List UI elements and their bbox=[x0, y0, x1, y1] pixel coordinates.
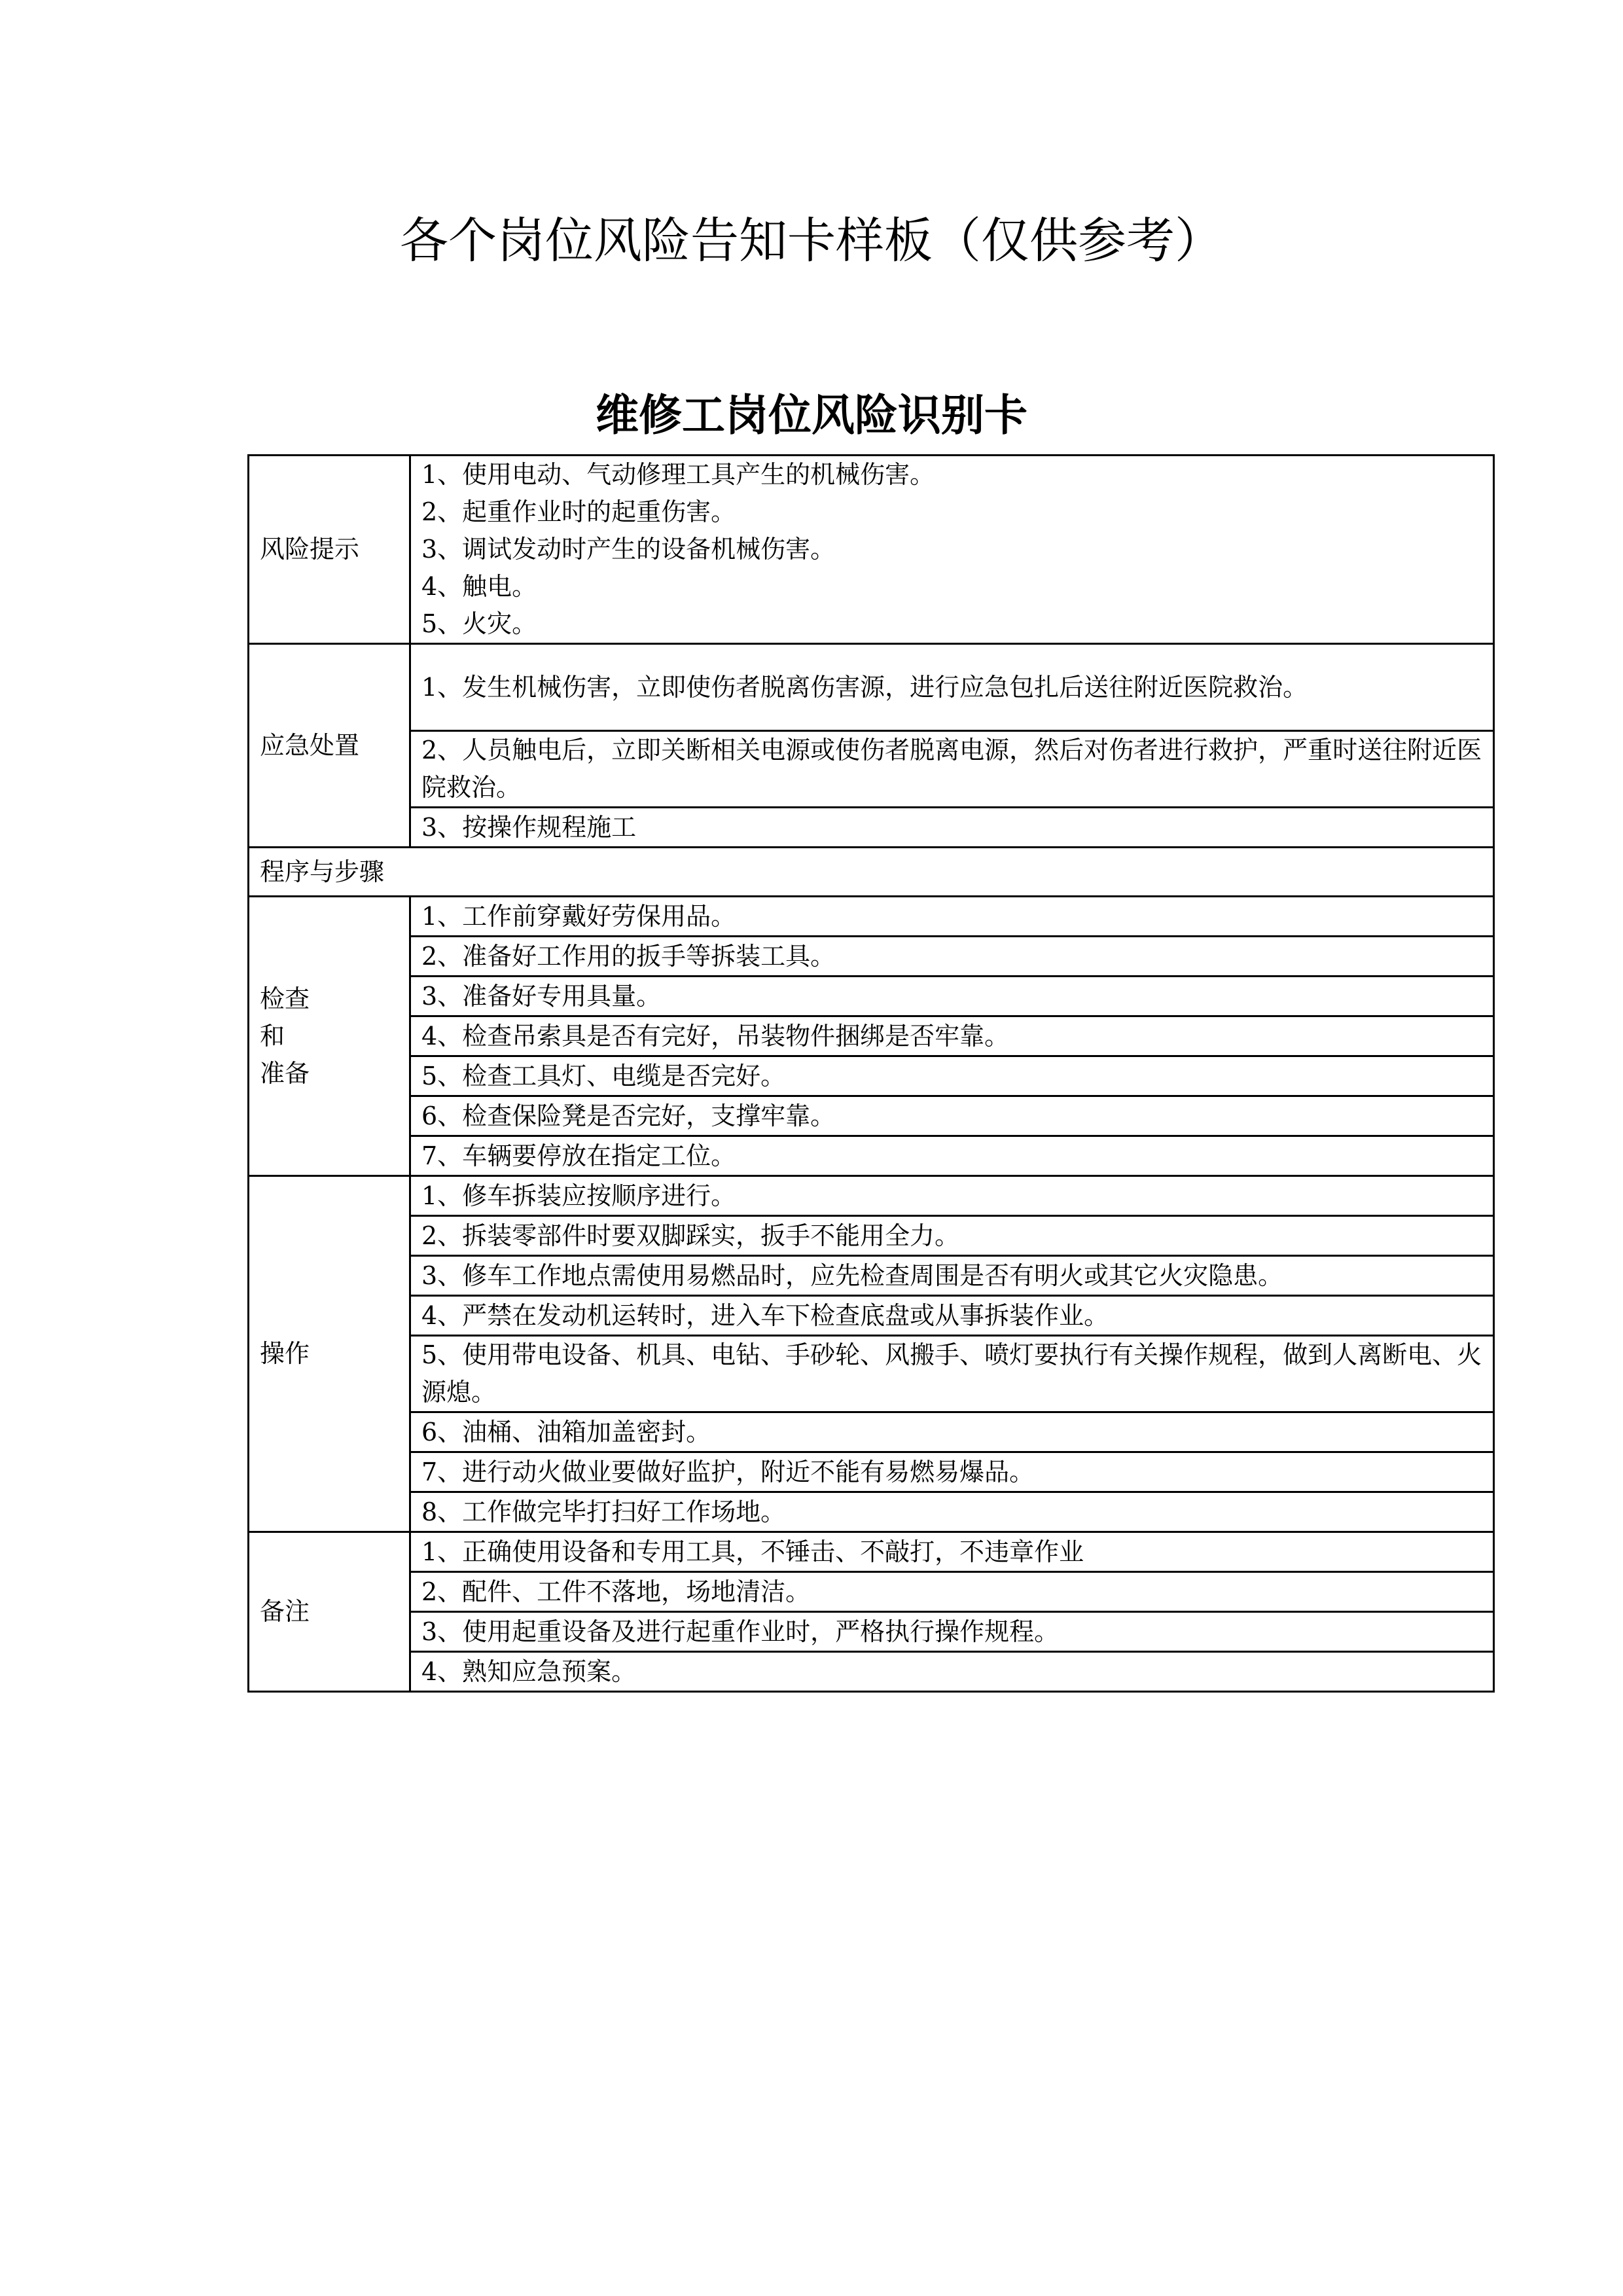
risk-hint-item: 5、火灾。 bbox=[421, 609, 537, 638]
operation-row bbox=[249, 1452, 1494, 1492]
inspection-row bbox=[249, 1096, 1494, 1136]
operation-row bbox=[249, 1412, 1494, 1452]
emergency-item: 2、人员触电后，立即关断相关电源或使伤者脱离电源，然后对伤者进行救护，严重时送往附近医院救治。 bbox=[410, 731, 1494, 808]
inspection-row bbox=[249, 897, 1494, 937]
inspection-item: 1、工作前穿戴好劳保用品。 bbox=[410, 897, 1494, 937]
operation-row bbox=[249, 1216, 1494, 1256]
emergency-item: 1、发生机械伤害，立即使伤者脱离伤害源，进行应急包扎后送往附近医院救治。 bbox=[410, 644, 1494, 731]
operation-item: 4、严禁在发动机运转时，进入车下检查底盘或从事拆装作业。 bbox=[410, 1296, 1494, 1336]
remarks-item: 4、熟知应急预案。 bbox=[410, 1652, 1494, 1692]
operation-row bbox=[249, 1256, 1494, 1296]
inspection-item: 5、检查工具灯、电缆是否完好。 bbox=[410, 1056, 1494, 1096]
remarks-item: 1、正确使用设备和专用工具，不锤击、不敲打，不违章作业 bbox=[410, 1532, 1494, 1572]
inspection-item: 4、检查吊索具是否有完好，吊装物件捆绑是否牢靠。 bbox=[410, 1016, 1494, 1056]
remarks-row bbox=[249, 1652, 1494, 1692]
emergency-row bbox=[249, 731, 1494, 808]
inspection-item: 3、准备好专用具量。 bbox=[410, 977, 1494, 1016]
operation-item: 2、拆装零部件时要双脚踩实，扳手不能用全力。 bbox=[410, 1216, 1494, 1256]
risk-identification-table bbox=[247, 454, 1495, 1693]
inspection-row bbox=[249, 1136, 1494, 1176]
inspection-label-line: 检查 bbox=[260, 984, 310, 1013]
risk-hint-item: 1、使用电动、气动修理工具产生的机械伤害。 bbox=[421, 460, 935, 489]
remarks-label: 备注 bbox=[249, 1532, 410, 1692]
emergency-row bbox=[249, 644, 1494, 731]
emergency-label: 应急处置 bbox=[249, 644, 410, 848]
risk-hints-content bbox=[410, 456, 1494, 644]
inspection-item: 6、检查保险凳是否完好，支撑牢靠。 bbox=[410, 1096, 1494, 1136]
procedure-row bbox=[249, 848, 1494, 897]
operation-row bbox=[249, 1296, 1494, 1336]
inspection-label-line: 准备 bbox=[260, 1058, 310, 1088]
procedure-heading: 程序与步骤 bbox=[249, 848, 1494, 897]
inspection-item: 2、准备好工作用的扳手等拆装工具。 bbox=[410, 937, 1494, 977]
inspection-label-line: 和 bbox=[260, 1021, 285, 1050]
operation-row bbox=[249, 1176, 1494, 1216]
operation-label: 操作 bbox=[249, 1176, 410, 1532]
operation-item: 3、修车工作地点需使用易燃品时，应先检查周围是否有明火或其它火灾隐患。 bbox=[410, 1256, 1494, 1296]
remarks-row bbox=[249, 1612, 1494, 1652]
remarks-row bbox=[249, 1572, 1494, 1612]
document-title: 各个岗位风险告知卡样板（仅供参考） bbox=[400, 213, 1223, 269]
inspection-row bbox=[249, 1056, 1494, 1096]
risk-hint-item: 2、起重作业时的起重伤害。 bbox=[421, 497, 736, 526]
card-title: 维修工岗位风险识别卡 bbox=[596, 390, 1027, 440]
risk-hint-item: 3、调试发动时产生的设备机械伤害。 bbox=[421, 535, 836, 564]
risk-hints-label: 风险提示 bbox=[249, 456, 410, 644]
remarks-row bbox=[249, 1532, 1494, 1572]
operation-item: 1、修车拆装应按顺序进行。 bbox=[410, 1176, 1494, 1216]
risk-hint-item: 4、触电。 bbox=[421, 572, 537, 601]
emergency-row bbox=[249, 808, 1494, 848]
inspection-label bbox=[249, 897, 410, 1176]
operation-row bbox=[249, 1336, 1494, 1412]
risk-hints-row bbox=[249, 456, 1494, 644]
inspection-item: 7、车辆要停放在指定工位。 bbox=[410, 1136, 1494, 1176]
operation-item: 6、油桶、油箱加盖密封。 bbox=[410, 1412, 1494, 1452]
remarks-item: 2、配件、工件不落地，场地清洁。 bbox=[410, 1572, 1494, 1612]
operation-item: 8、工作做完毕打扫好工作场地。 bbox=[410, 1492, 1494, 1532]
operation-item: 5、使用带电设备、机具、电钻、手砂轮、风搬手、喷灯要执行有关操作规程，做到人离断电、火源熄。 bbox=[410, 1336, 1494, 1412]
inspection-row bbox=[249, 1016, 1494, 1056]
remarks-item: 3、使用起重设备及进行起重作业时，严格执行操作规程。 bbox=[410, 1612, 1494, 1652]
operation-item: 7、进行动火做业要做好监护，附近不能有易燃易爆品。 bbox=[410, 1452, 1494, 1492]
inspection-row bbox=[249, 977, 1494, 1016]
inspection-row bbox=[249, 937, 1494, 977]
emergency-item: 3、按操作规程施工 bbox=[410, 808, 1494, 848]
operation-row bbox=[249, 1492, 1494, 1532]
